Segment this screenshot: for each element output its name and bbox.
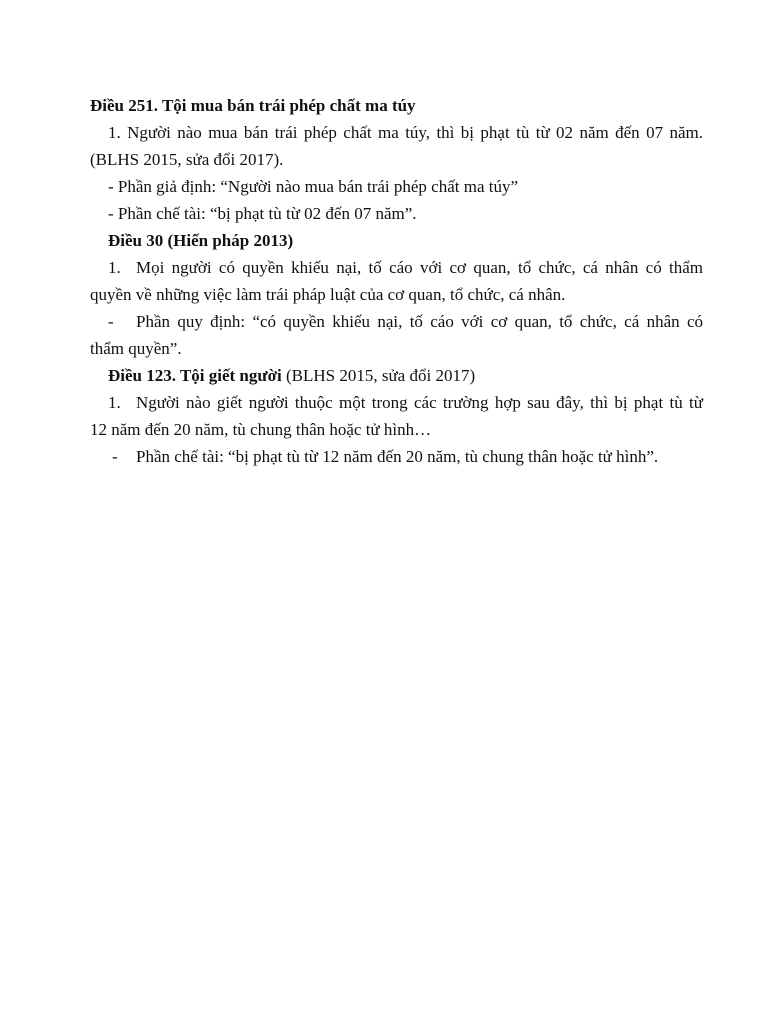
article-30-provision [90,308,703,335]
article-123-sanction-text: Phần chế tài: “bị phạt tù từ 12 năm đến 20 năm, tù chung thân hoặc tử hình”. [136,447,659,466]
article-251-hypothesis: - Phần giả định: “Người nào mua bán trái phép chất ma túy” [108,177,519,196]
article-123-sanction-dash: - [112,447,118,466]
article-30-provision-line-2: thẩm quyền”. [90,339,182,358]
article-123-heading [90,362,703,389]
article-123-clause-1 [90,389,703,416]
article-123-clause-1-line-2: 12 năm đến 20 năm, tù chung thân hoặc tử hình… [90,420,432,439]
article-251-clause-1-line-1: 1. Người nào mua bán trái phép chất ma túy, thì bị phạt tù từ 02 năm đến 07 năm. [108,123,703,142]
article-123-clause-1-number: 1. [108,393,121,412]
article-251-sanction: - Phần chế tài: “bị phạt tù từ 02 đến 07 năm”. [108,204,417,223]
article-251-clause-1-line-2: (BLHS 2015, sửa đổi 2017). [90,150,284,169]
article-251-heading: Điều 251. Tội mua bán trái phép chất ma túy [90,96,416,115]
article-30-clause-1-number: 1. [108,258,121,277]
article-30-clause-1-line-2: quyền về những việc làm trái pháp luật của cơ quan, tổ chức, cá nhân. [90,285,566,304]
article-30-heading: Điều 30 (Hiến pháp 2013) [108,231,294,250]
article-123-clause-1-line-1: Người nào giết người thuộc một trong các trường hợp sau đây, thì bị phạt tù từ [136,393,703,412]
document-page [90,92,703,470]
article-30-provision-line-1: Phần quy định: “có quyền khiếu nại, tố cáo với cơ quan, tổ chức, cá nhân có [136,312,703,331]
article-30-clause-1-line-1: Mọi người có quyền khiếu nại, tố cáo với cơ quan, tổ chức, cá nhân có thẩm [136,258,703,277]
article-30-clause-1 [90,254,703,281]
article-123-heading-bold: Điều 123. Tội giết người [108,366,282,385]
article-30-provision-dash: - [108,312,114,331]
article-123-heading-source: (BLHS 2015, sửa đổi 2017) [281,366,476,385]
article-123-sanction [90,443,703,470]
